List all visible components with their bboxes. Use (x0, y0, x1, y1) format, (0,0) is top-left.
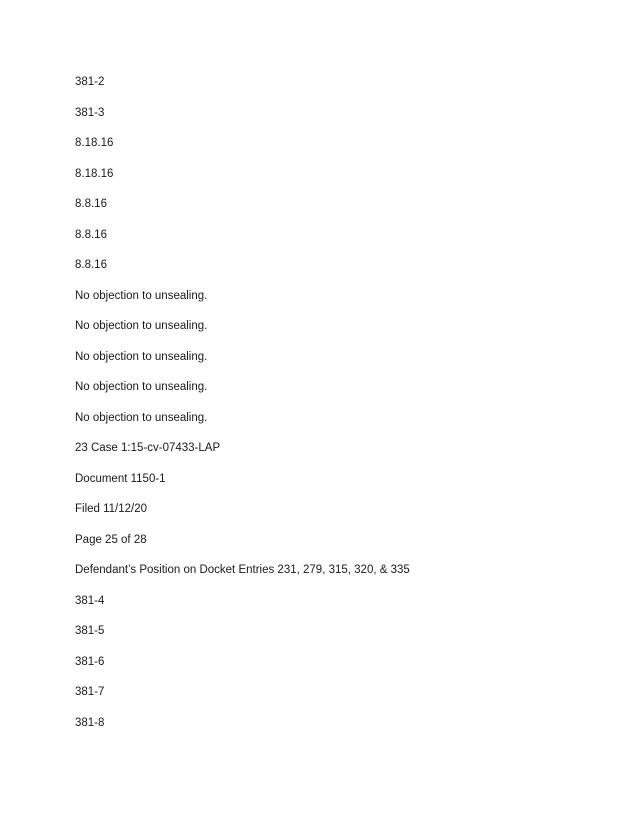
docket-date: 8.18.16 (75, 137, 114, 149)
position-text: No objection to unsealing. (75, 381, 208, 393)
position-text: No objection to unsealing. (75, 350, 208, 363)
section-heading: Defendant’s Position on Docket Entries 231, 279, 315, 320, & 335 (75, 564, 410, 576)
docket-entry-id: 381-7 (75, 686, 105, 698)
docket-entry-id: 381-6 (75, 655, 105, 668)
position-text: No objection to unsealing. (75, 289, 208, 302)
filed-date: Filed 11/12/20 (75, 503, 148, 515)
docket-date: 8.18.16 (75, 167, 114, 180)
docket-date: 8.8.16 (75, 198, 107, 210)
document-number: Document 1150-1 (75, 472, 166, 485)
document-text-lines (75, 72, 410, 743)
page-number: Page 25 of 28 (75, 533, 147, 546)
docket-date: 8.8.16 (75, 228, 107, 241)
docket-entry-id: 381-8 (75, 716, 105, 729)
case-number: 23 Case 1:15-cv-07433-LAP (75, 442, 221, 454)
docket-entry-id: 381-3 (75, 106, 105, 119)
docket-entry-id: 381-4 (75, 594, 105, 607)
position-text: No objection to unsealing. (75, 411, 208, 424)
docket-entry-id: 381-5 (75, 625, 105, 637)
docket-entry-id: 381-2 (75, 76, 105, 88)
position-text: No objection to unsealing. (75, 320, 208, 332)
docket-date: 8.8.16 (75, 259, 107, 271)
